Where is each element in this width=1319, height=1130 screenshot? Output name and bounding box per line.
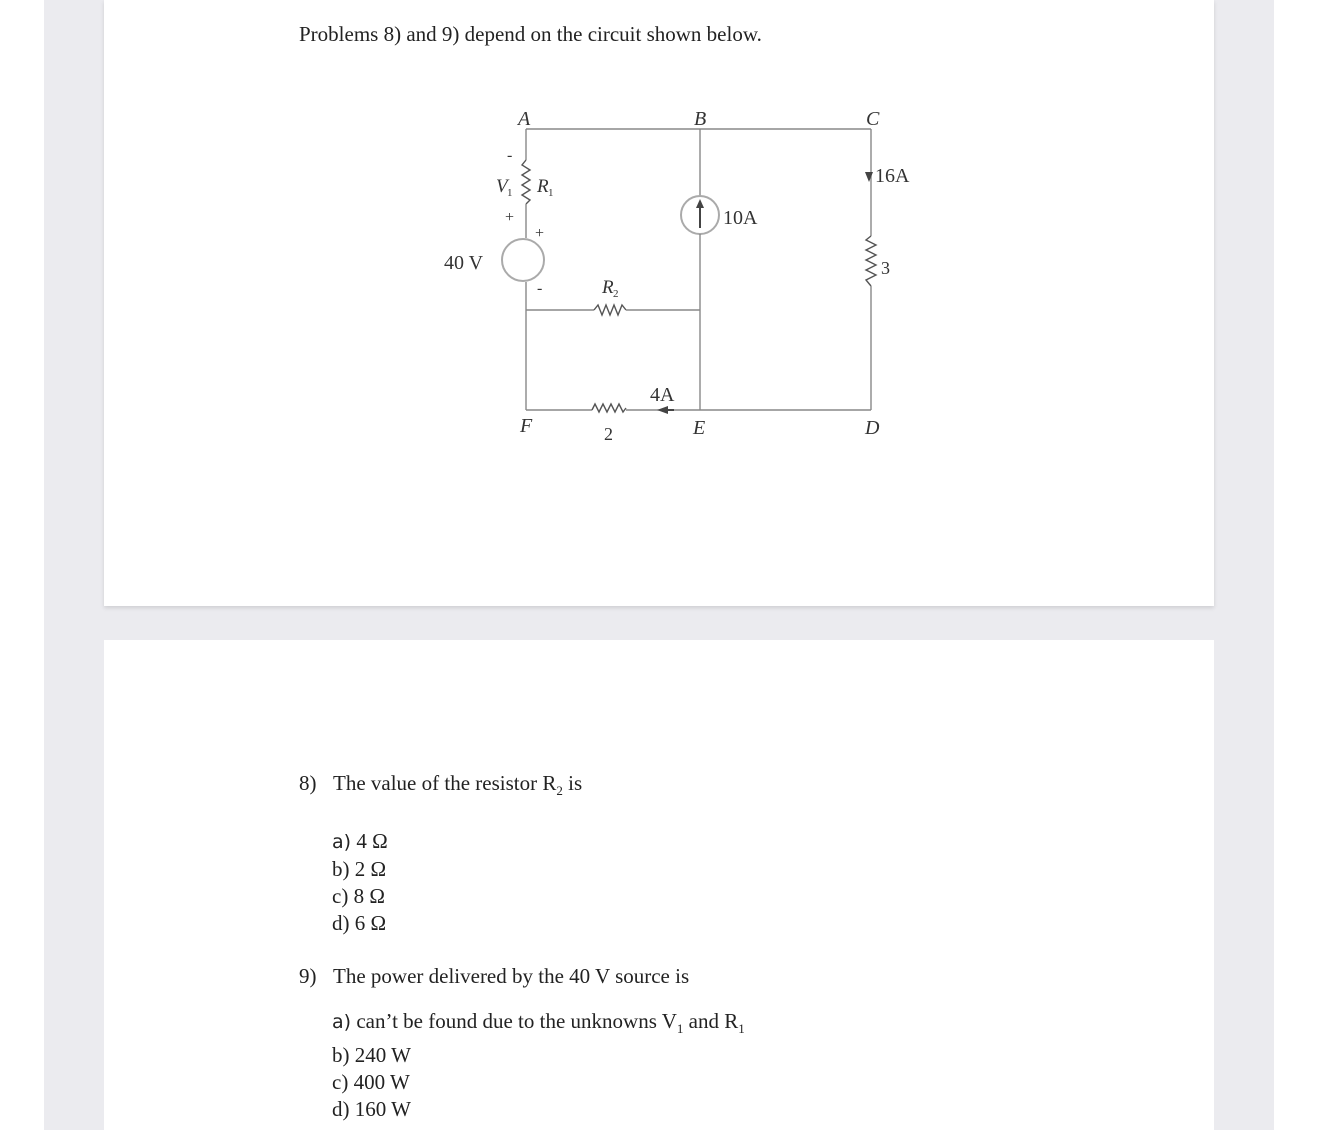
resistor-3-value: 3: [881, 258, 890, 278]
r2-label: R: [602, 277, 614, 298]
question-8-subscript: 2: [556, 783, 563, 799]
r1-subscript: 1: [548, 187, 554, 199]
node-label-c: C: [866, 108, 880, 130]
current-10a-label: 10A: [723, 207, 758, 229]
voltage-source-40v: [502, 239, 544, 281]
question-8-options: [332, 828, 388, 937]
option-9a[interactable]: a) can’t be found due to the unknowns $V_1$ and $R_1$: [332, 1009, 745, 1037]
v1-plus-sign: +: [505, 209, 515, 226]
resistor-r2: [594, 305, 626, 315]
option-8d[interactable]: d) 6 Ω: [332, 911, 387, 935]
v1-subscript: 1: [507, 187, 513, 199]
question-9: [299, 964, 689, 989]
resistor-3ohm: [866, 236, 876, 286]
r2-subscript: 2: [613, 288, 619, 300]
node-label-f: F: [520, 415, 533, 437]
resistor-2-value: 2: [604, 424, 613, 444]
resistor-r1: [522, 160, 530, 204]
page-2: [104, 640, 1214, 1130]
resistor-2ohm: [592, 404, 626, 412]
source-plus-sign: +: [535, 225, 545, 242]
option-8a[interactable]: a) 4 Ω: [332, 829, 388, 853]
option-9c[interactable]: c) 400 W: [332, 1070, 410, 1095]
arrow-down-icon: [865, 172, 873, 182]
question-8: [299, 771, 582, 799]
node-label-a: A: [518, 108, 531, 130]
arrow-up-icon: [696, 199, 704, 208]
intro-text: Problems 8) and 9) depend on the circuit shown below.: [299, 22, 762, 46]
v1-minus-sign: -: [507, 147, 513, 164]
current-4a-label: 4A: [650, 384, 675, 406]
option-8b[interactable]: b) 2 Ω: [332, 857, 387, 881]
option-9b[interactable]: b) 240 W: [332, 1043, 411, 1068]
option-9d[interactable]: d) 160 W: [332, 1097, 411, 1122]
source-voltage-label: 40 V: [444, 252, 484, 274]
option-8c[interactable]: c) 8 Ω: [332, 884, 385, 908]
page-1: [104, 0, 1214, 606]
question-9-number: 9): [299, 964, 317, 988]
question-8-prefix: The value of the resistor R: [333, 771, 557, 795]
question-9-text: The power delivered by the 40 V source is: [333, 964, 690, 988]
current-16a-label: 16A: [875, 165, 910, 187]
source-minus-sign: -: [537, 280, 543, 297]
question-9-options: [332, 1008, 745, 1123]
v1-label: V: [496, 176, 508, 197]
node-label-d: D: [865, 417, 880, 439]
question-8-number: 8): [299, 771, 317, 795]
question-8-suffix: is: [562, 771, 583, 795]
node-label-b: B: [694, 108, 707, 130]
node-label-e: E: [693, 417, 706, 439]
circuit-diagram: [334, 100, 934, 460]
r1-label: R: [537, 176, 549, 197]
